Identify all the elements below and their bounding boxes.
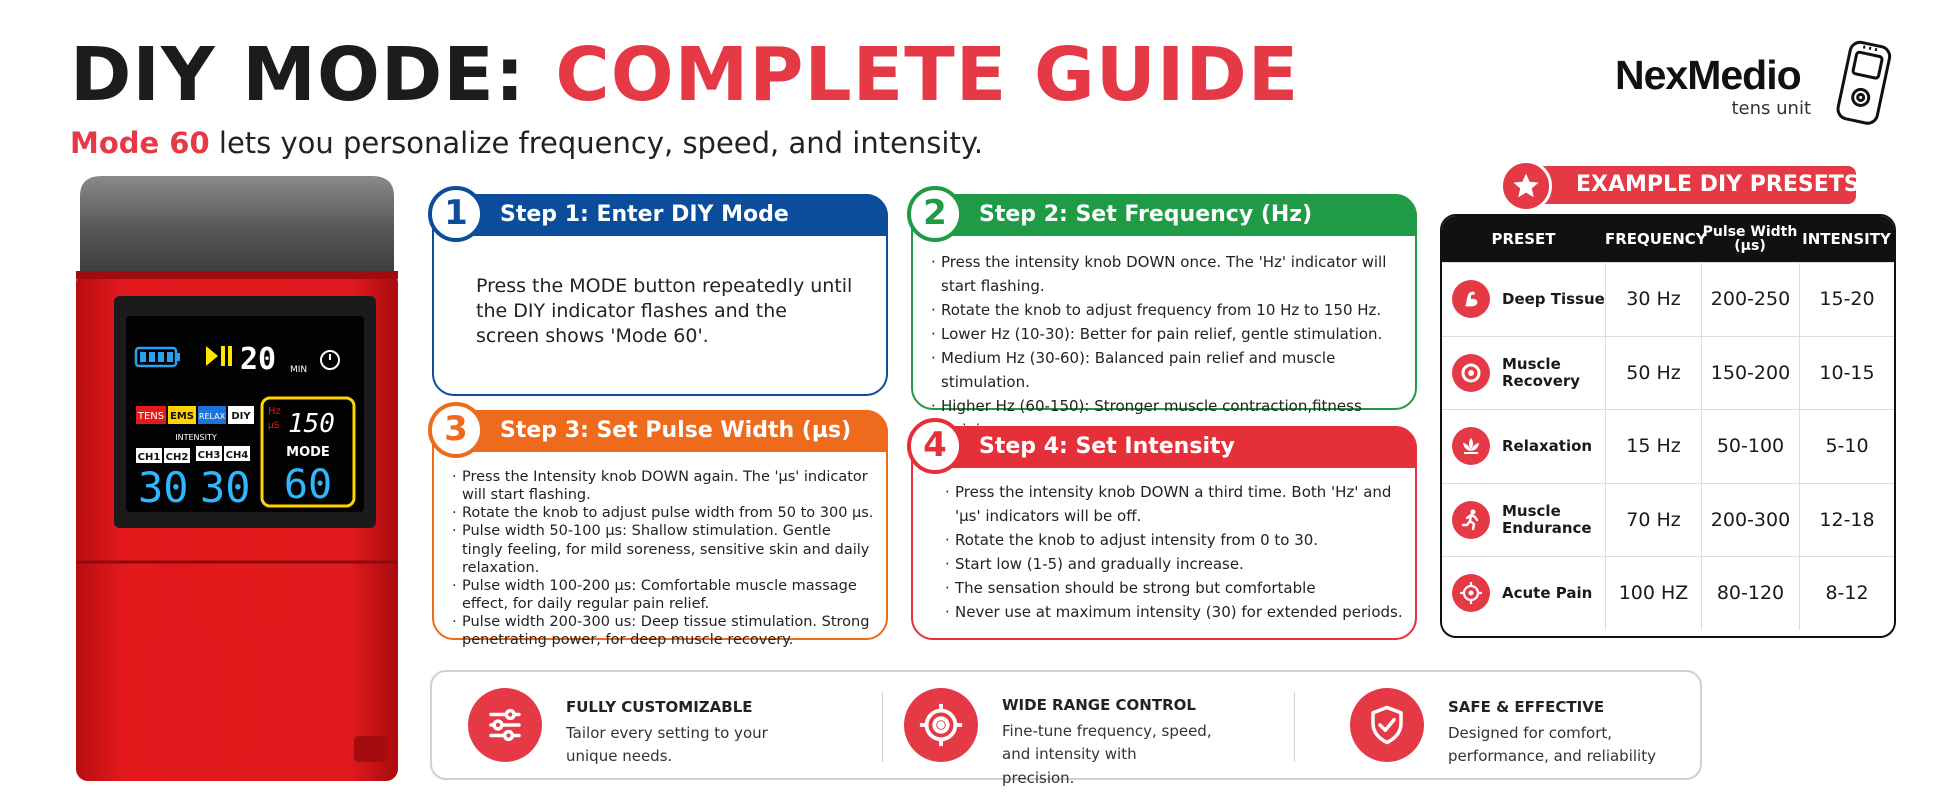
us-indicator: µS xyxy=(268,421,280,431)
step-3-item: · Rotate the knob to adjust pulse width from 50 to 300 µs. xyxy=(452,504,874,522)
channel-3: CH3 xyxy=(197,450,221,461)
channel-4: CH4 xyxy=(225,450,249,461)
page-title xyxy=(70,32,1300,118)
feature-line: performance, and reliability xyxy=(1448,747,1656,766)
presets-table xyxy=(1440,214,1896,638)
step-3-item: · Pulse width 200-300 us: Deep tissue stimulation. Strong penetrating power, for deep muscle recovery. xyxy=(452,613,874,649)
device-timer-unit: MIN xyxy=(290,365,308,375)
channel-2: CH2 xyxy=(165,452,189,463)
tens-device xyxy=(72,176,402,782)
brand-logo xyxy=(1615,52,1825,119)
features-strip xyxy=(430,670,1702,787)
preset-pulse-width: 200-250 xyxy=(1701,263,1799,336)
mode-tag-tens: TENS xyxy=(137,411,165,422)
step-2-card xyxy=(911,193,1417,415)
step-3-item: · Pulse width 50-100 µs: Shallow stimulation. Gentle tingly feeling, for mild soreness, sensitive skin and daily relaxation. xyxy=(452,522,874,576)
subtitle-highlight: Mode 60 xyxy=(70,126,210,160)
preset-intensity: 15-20 xyxy=(1799,263,1894,336)
channel-intensity-left: 30 xyxy=(138,463,189,512)
step-1-card xyxy=(432,194,888,396)
step-3-card xyxy=(432,409,888,649)
preset-intensity: 12-18 xyxy=(1799,484,1894,557)
table-row xyxy=(1442,483,1894,557)
table-row xyxy=(1442,262,1894,336)
step-2-item: · Rotate the knob to adjust frequency from 10 Hz to 150 Hz. xyxy=(931,298,1403,322)
preset-intensity: 10-15 xyxy=(1799,337,1894,410)
step-4-item: · Press the intensity knob DOWN a third time. Both 'Hz' and 'µs' indicators will be off. xyxy=(945,480,1403,528)
feature-description xyxy=(1002,720,1212,790)
subtitle-text: lets you personalize frequency, speed, and intensity. xyxy=(209,126,984,160)
preset-name: Deep Tissue xyxy=(1502,289,1605,308)
presets-badge xyxy=(1500,160,1860,208)
feature-line: and intensity with precision. xyxy=(1002,745,1137,787)
page-subtitle xyxy=(70,126,983,160)
step-3-title: Step 3: Set Pulse Width (µs) xyxy=(456,410,888,452)
feature-title: WIDE RANGE CONTROL xyxy=(1002,696,1196,714)
preset-pulse-width: 50-100 xyxy=(1701,410,1799,483)
intensity-label: INTENSITY xyxy=(175,433,217,442)
feature-line: Designed for comfort, xyxy=(1448,724,1613,742)
preset-frequency: 50 Hz xyxy=(1605,337,1701,410)
target-icon xyxy=(1452,574,1490,612)
table-row xyxy=(1442,409,1894,483)
table-row xyxy=(1442,336,1894,410)
feature-line: Fine-tune frequency, speed, xyxy=(1002,722,1212,740)
step-2-number: 2 xyxy=(907,186,963,242)
preset-name: Acute Pain xyxy=(1502,583,1593,602)
step-1-number: 1 xyxy=(428,186,484,242)
feature-line: Tailor every setting to your xyxy=(566,724,768,742)
brand-subtitle: tens unit xyxy=(1731,98,1811,119)
preset-name: Relaxation xyxy=(1502,436,1593,455)
feature-divider xyxy=(1294,692,1295,762)
feature-title: FULLY CUSTOMIZABLE xyxy=(566,698,753,716)
step-4-item: · The sensation should be strong but comfortable xyxy=(945,576,1403,600)
step-1-text: Press the MODE button repeatedly until the DIY indicator flashes and the screen shows 'Mode 60'. xyxy=(476,275,853,348)
feature-description xyxy=(566,722,776,769)
preset-frequency: 15 Hz xyxy=(1605,410,1701,483)
mode-tag-relax: RELAX xyxy=(198,412,226,421)
preset-pulse-width: 80-120 xyxy=(1701,557,1799,630)
channel-intensity-right: 30 xyxy=(200,463,251,512)
step-4-card xyxy=(911,426,1417,640)
crosshair-icon xyxy=(904,688,978,762)
header-frequency: FREQUENCY xyxy=(1605,230,1707,248)
step-1-title: Step 1: Enter DIY Mode xyxy=(456,194,888,236)
preset-frequency: 30 Hz xyxy=(1605,263,1701,336)
step-2-list xyxy=(931,250,1403,442)
tens-device-body xyxy=(72,176,402,782)
mode-tag-diy: DIY xyxy=(231,411,251,422)
channel-1: CH1 xyxy=(137,452,161,463)
preset-frequency: 100 HZ xyxy=(1605,557,1701,630)
mode-tag-ems: EMS xyxy=(170,411,194,422)
sliders-icon xyxy=(468,688,542,762)
step-4-title: Step 4: Set Intensity xyxy=(935,426,1417,468)
table-row xyxy=(1442,556,1894,630)
hz-indicator: Hz xyxy=(268,406,281,417)
recovery-ring-icon xyxy=(1452,354,1490,392)
tens-device-icon xyxy=(1830,36,1900,128)
preset-pulse-width: 150-200 xyxy=(1701,337,1799,410)
step-4-item: · Start low (1-5) and gradually increase. xyxy=(945,552,1403,576)
arm-muscle-icon xyxy=(1452,280,1490,318)
feature-title: SAFE & EFFECTIVE xyxy=(1448,698,1605,716)
presets-badge-label: EXAMPLE DIY PRESETS xyxy=(1530,166,1856,204)
step-3-item: · Press the Intensity knob DOWN again. The 'µs' indicator will start flashing. xyxy=(452,468,874,504)
feature-divider xyxy=(882,692,883,762)
mode-label: MODE xyxy=(286,445,330,460)
title-part-1: DIY MODE: xyxy=(70,32,526,118)
brand-name: NexMedio xyxy=(1615,52,1801,98)
feature-line: unique needs. xyxy=(566,747,673,766)
preset-pulse-width: 200-300 xyxy=(1701,484,1799,557)
runner-icon xyxy=(1452,501,1490,539)
feature-description xyxy=(1448,722,1658,769)
header-preset: PRESET xyxy=(1491,230,1556,248)
title-part-2: COMPLETE GUIDE xyxy=(555,32,1300,118)
star-icon xyxy=(1500,160,1552,212)
lotus-icon xyxy=(1452,427,1490,465)
presets-header-row xyxy=(1442,216,1894,262)
step-2-item: · Medium Hz (30-60): Balanced pain relief and muscle stimulation. xyxy=(931,346,1403,394)
shield-check-icon xyxy=(1350,688,1424,762)
step-2-item: · Press the intensity knob DOWN once. The 'Hz' indicator will start flashing. xyxy=(931,250,1403,298)
step-3-list xyxy=(452,468,874,649)
header-pulse-width: Pulse Width (µs) xyxy=(1702,224,1798,254)
step-4-item: · Rotate the knob to adjust intensity from 0 to 30. xyxy=(945,528,1403,552)
step-4-number: 4 xyxy=(907,418,963,474)
step-2-title: Step 2: Set Frequency (Hz) xyxy=(935,194,1417,236)
step-3-number: 3 xyxy=(428,402,484,458)
mode-value: 60 xyxy=(283,462,333,508)
preset-intensity: 5-10 xyxy=(1799,410,1894,483)
step-2-item: · Lower Hz (10-30): Better for pain relief, gentle stimulation. xyxy=(931,322,1403,346)
hz-value: 150 xyxy=(288,409,335,439)
preset-frequency: 70 Hz xyxy=(1605,484,1701,557)
device-timer: 20 xyxy=(240,342,277,377)
preset-name: Muscle Endurance xyxy=(1502,501,1592,537)
step-4-item: · Never use at maximum intensity (30) for extended periods. xyxy=(945,600,1403,624)
header-intensity: INTENSITY xyxy=(1802,230,1891,248)
step-3-item: · Pulse width 100-200 µs: Comfortable muscle massage effect, for daily regular pain relief. xyxy=(452,577,874,613)
preset-name: Muscle Recovery xyxy=(1502,354,1581,390)
step-2-item: · Higher Hz (60-150): Stronger muscle contraction,fitness xyxy=(931,394,1403,442)
step-4-list xyxy=(945,480,1403,624)
preset-intensity: 8-12 xyxy=(1799,557,1894,630)
